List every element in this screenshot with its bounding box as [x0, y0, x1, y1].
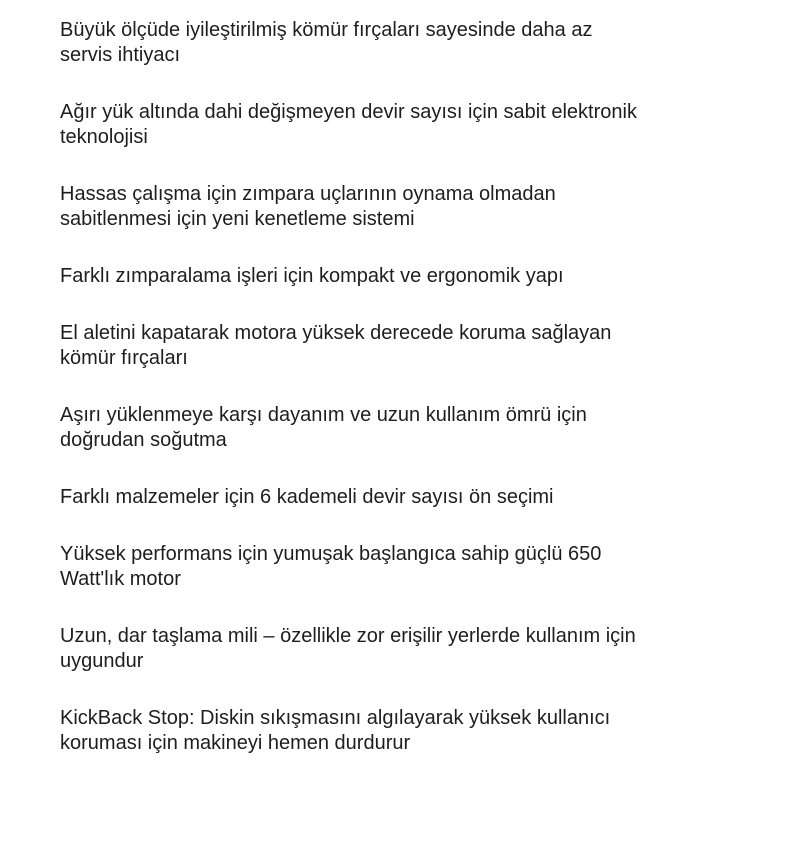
feature-item: [60, 264, 790, 289]
feature-line: sabitlenmesi için yeni kenetleme sistemi: [60, 208, 415, 230]
feature-item: [60, 100, 790, 150]
feature-line: Aşırı yüklenmeye karşı dayanım ve uzun kullanım ömrü için: [60, 404, 587, 426]
feature-line: koruması için makineyi hemen durdurur: [60, 732, 411, 754]
feature-line: servis ihtiyacı: [60, 44, 181, 66]
feature-line: Büyük ölçüde iyileştirilmiş kömür fırçaları sayesinde daha az: [60, 19, 593, 41]
feature-line: KickBack Stop: Diskin sıkışmasını algılayarak yüksek kullanıcı: [60, 707, 611, 729]
feature-line: Ağır yük altında dahi değişmeyen devir sayısı için sabit elektronik: [60, 101, 637, 123]
feature-list: [60, 18, 790, 756]
feature-line: Farklı malzemeler için 6 kademeli devir sayısı ön seçimi: [60, 486, 554, 508]
feature-item: [60, 706, 790, 756]
feature-line: teknolojisi: [60, 126, 148, 148]
feature-item: [60, 542, 790, 592]
feature-item: [60, 624, 790, 674]
feature-item: [60, 182, 790, 232]
feature-line: Farklı zımparalama işleri için kompakt ve ergonomik yapı: [60, 265, 564, 287]
feature-item: [60, 485, 790, 510]
feature-line: doğrudan soğutma: [60, 429, 227, 451]
feature-line: El aletini kapatarak motora yüksek derecede koruma sağlayan: [60, 322, 612, 344]
feature-line: uygundur: [60, 650, 144, 672]
feature-document: [60, 18, 790, 788]
feature-item: [60, 321, 790, 371]
feature-line: Watt'lık motor: [60, 568, 181, 590]
feature-line: kömür fırçaları: [60, 347, 188, 369]
feature-item: [60, 403, 790, 453]
feature-line: Yüksek performans için yumuşak başlangıca sahip güçlü 650: [60, 543, 602, 565]
feature-line: Uzun, dar taşlama mili – özellikle zor erişilir yerlerde kullanım için: [60, 625, 636, 647]
feature-item: [60, 18, 790, 68]
feature-line: Hassas çalışma için zımpara uçlarının oynama olmadan: [60, 183, 556, 205]
